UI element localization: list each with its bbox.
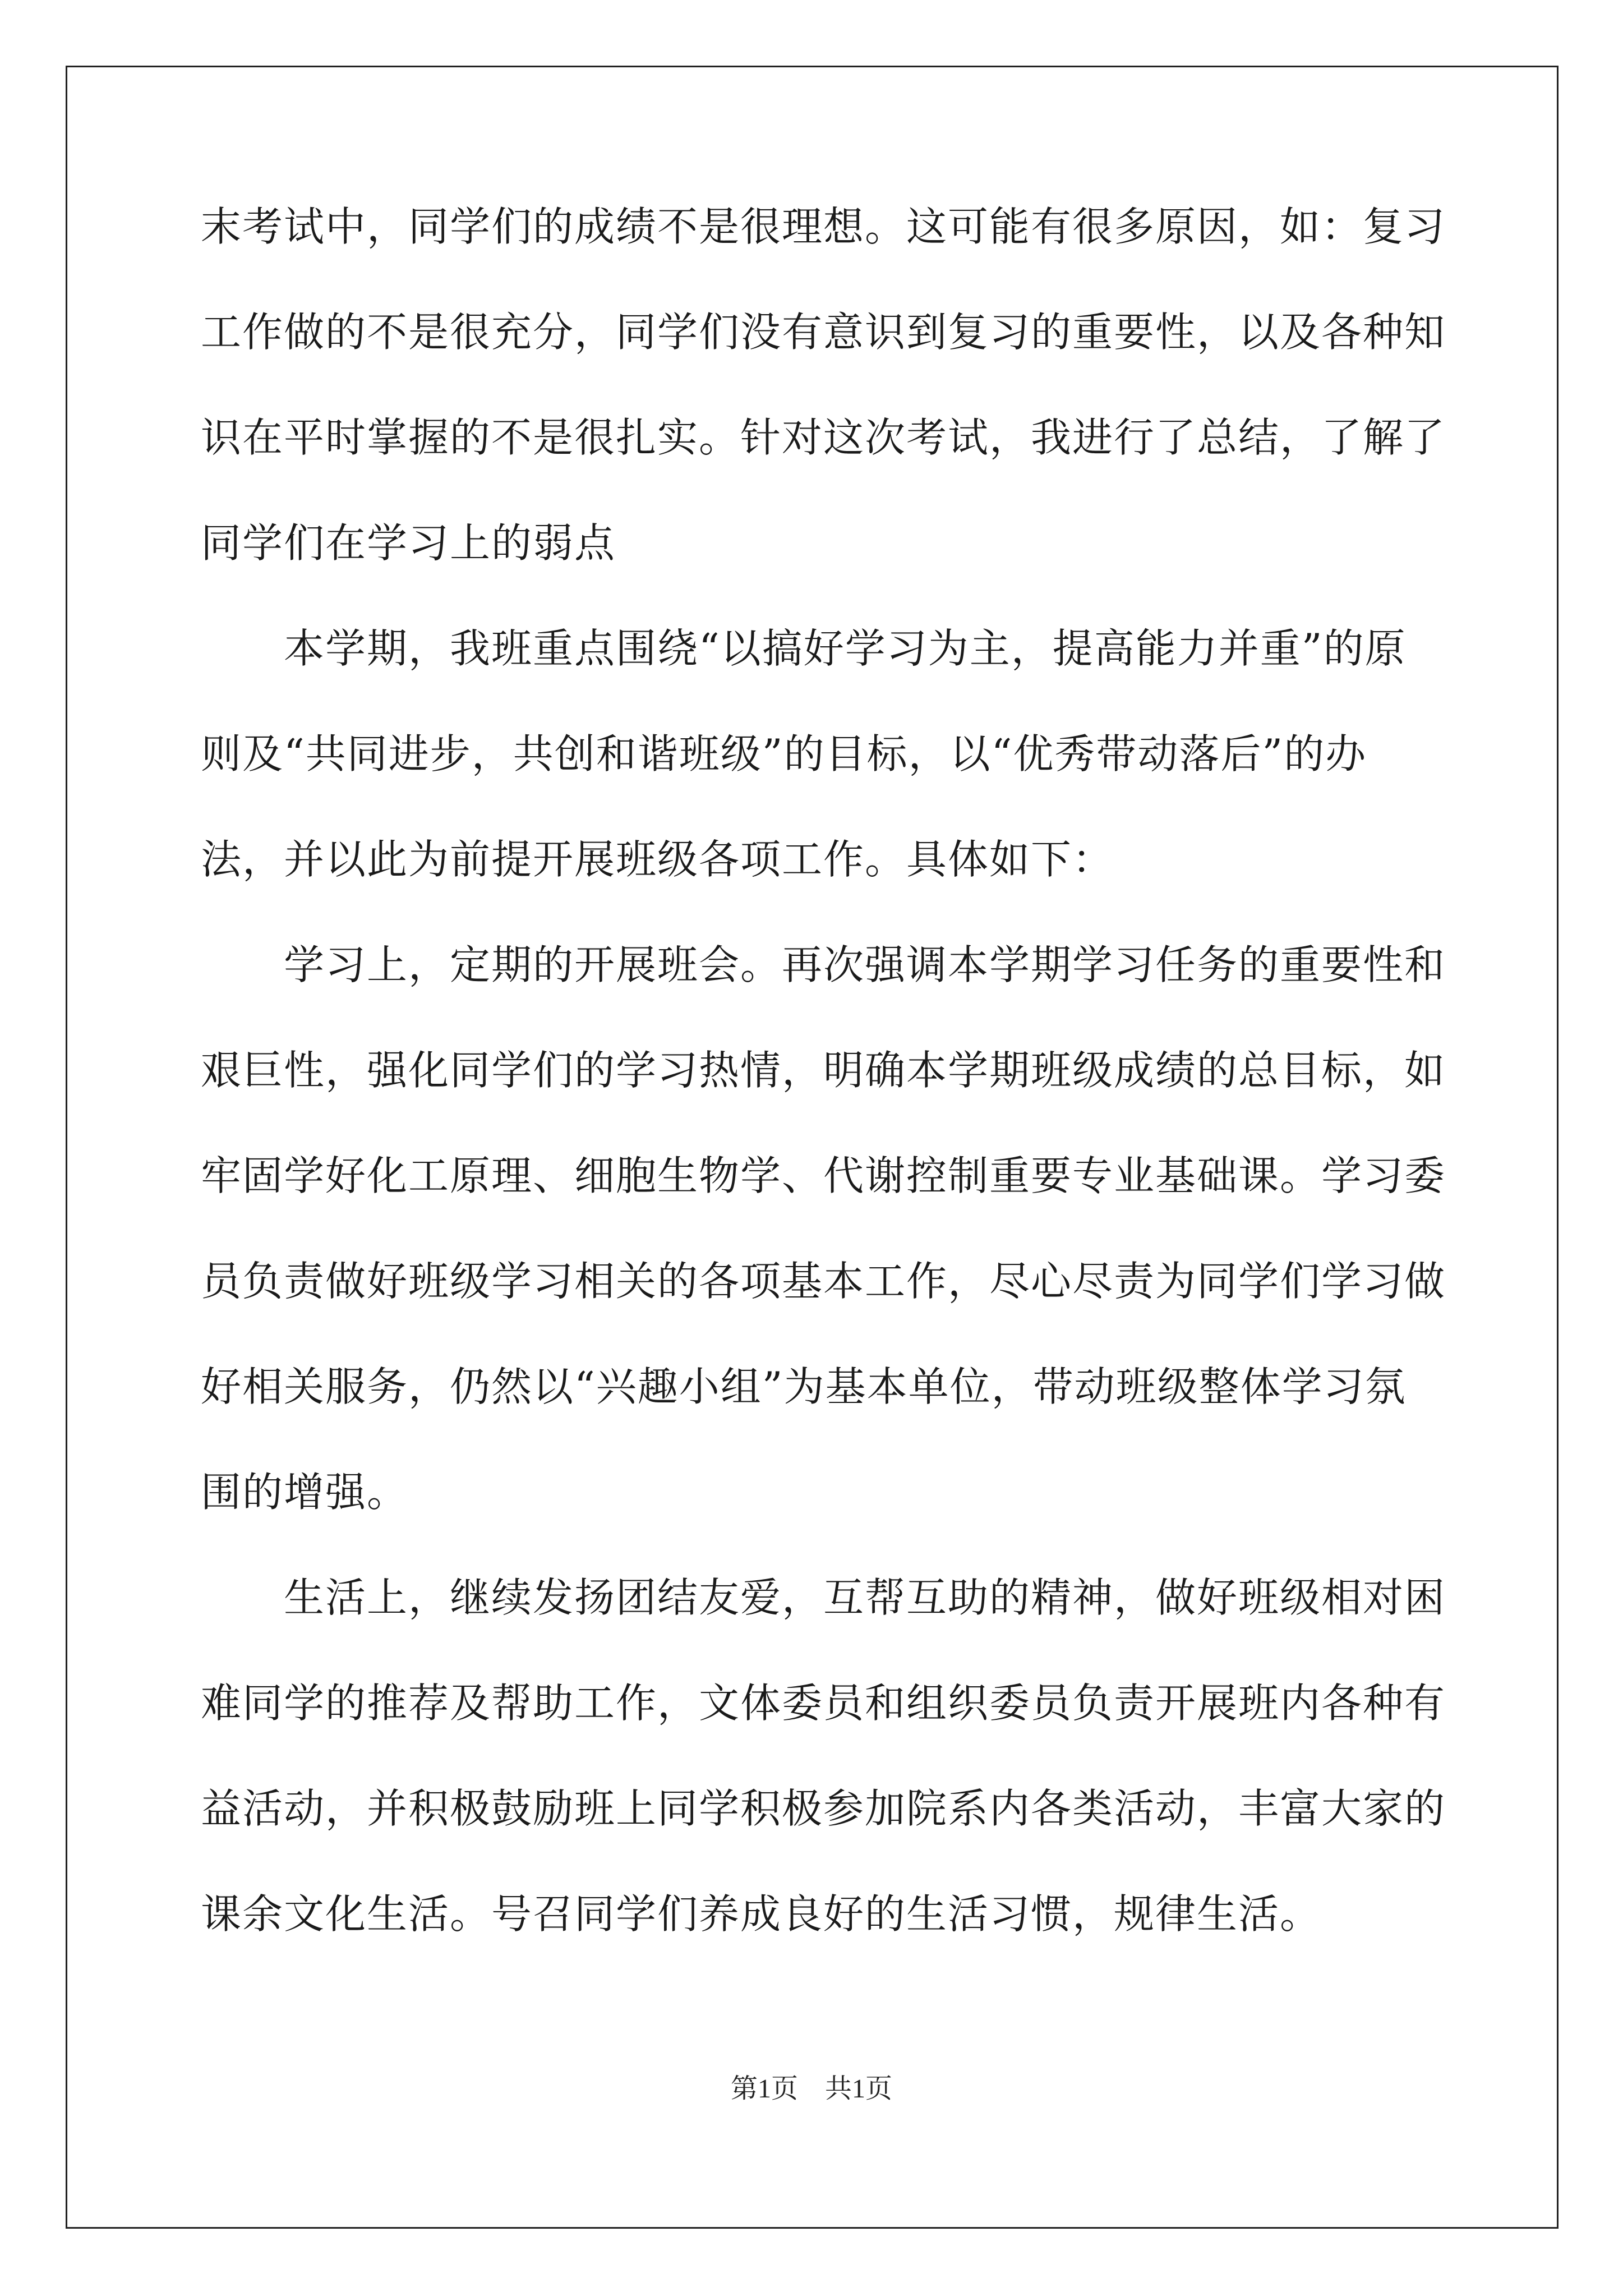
text-line: 艰巨性，强化同学们的学习热情，明确本学期班级成绩的总目标，如 (201, 1047, 1446, 1094)
paragraph-start-line: 生活上，继续发扬团结友爱，互帮互助的精神，做好班级相对困 (284, 1574, 1446, 1621)
page-number-footer: 第1页 共1页 (730, 2074, 892, 2104)
text-line: 益活动，并积极鼓励班上同学积极参加院系内各类活动，丰富大家的 (201, 1785, 1446, 1832)
text-line: 工作做的不是很充分，同学们没有意识到复习的重要性，以及各种知 (201, 309, 1446, 356)
text-line: 牢固学好化工原理、细胞生物学、代谢控制重要专业基础课。学习委 (201, 1152, 1446, 1199)
text-line: 难同学的推荐及帮助工作，文体委员和组织委员负责开展班内各种有 (201, 1680, 1446, 1727)
text-line: 则及“共同进步，共创和谐班级”的目标，以“优秀带动落后”的办 (201, 730, 1367, 777)
text-line: 法，并以此为前提开展班级各项工作。具体如下： (201, 836, 1114, 883)
document-body (201, 203, 1446, 1999)
text-line: 课余文化生活。号召同学们养成良好的生活习惯，规律生活。 (201, 1890, 1322, 1938)
text-line: 好相关服务，仍然以“兴趣小组”为基本单位，带动班级整体学习氛 (201, 1363, 1407, 1410)
text-line: 末考试中，同学们的成绩不是很理想。这可能有很多原因，如：复习 (201, 203, 1446, 250)
text-line: 识在平时掌握的不是很扎实。针对这次考试，我进行了总结，了解了 (201, 414, 1446, 461)
text-line: 围的增强。 (201, 1469, 409, 1516)
text-line: 同学们在学习上的弱点 (201, 519, 616, 567)
text-line: 员负责做好班级学习相关的各项基本工作，尽心尽责为同学们学习做 (201, 1258, 1446, 1305)
paragraph-start-line: 学习上，定期的开展班会。再次强调本学期学习任务的重要性和 (284, 941, 1446, 988)
paragraph-start-line: 本学期，我班重点围绕“以搞好学习为主，提高能力并重”的原 (284, 625, 1407, 672)
